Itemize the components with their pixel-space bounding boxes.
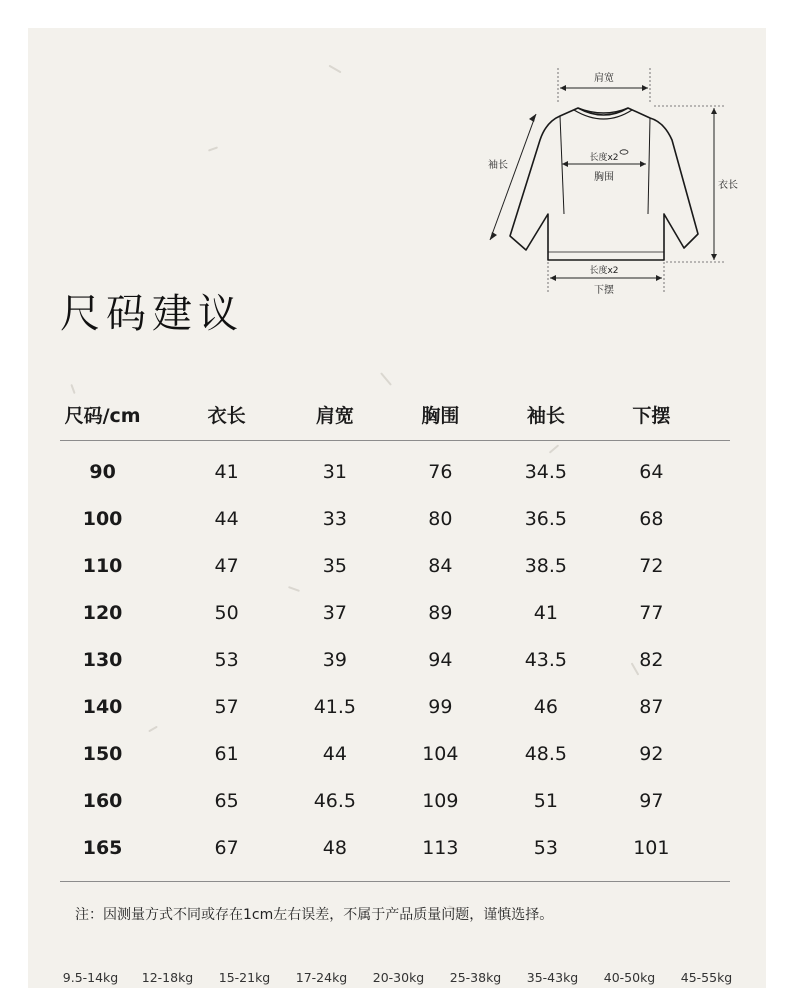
hem-multiplier-label: 长度x2 — [589, 266, 619, 276]
garment-measurement-diagram — [478, 64, 738, 304]
paper-fiber — [328, 65, 341, 74]
weight-range: 12-18kg — [141, 970, 194, 985]
cell-length: 41 — [214, 460, 239, 483]
cell-length: 65 — [214, 789, 239, 812]
cell-sleeve: 46 — [533, 695, 558, 718]
weight-range: 9.5-14kg — [62, 970, 119, 985]
cell-size: 150 — [82, 742, 123, 765]
cell-hem: 92 — [639, 742, 664, 765]
shoulder-label: 肩宽 — [594, 73, 614, 84]
paper-fiber — [380, 372, 392, 386]
table-row — [60, 448, 730, 495]
cell-shoulder: 33 — [322, 507, 347, 530]
cell-chest: 89 — [428, 601, 453, 624]
cell-size: 120 — [82, 601, 123, 624]
cell-chest: 80 — [428, 507, 453, 530]
weight-range: 25-38kg — [449, 970, 502, 985]
cell-hem: 72 — [639, 554, 664, 577]
paper-fiber — [208, 146, 218, 151]
cell-chest: 109 — [422, 789, 459, 812]
header-hem: 下摆 — [632, 404, 671, 427]
table-row — [60, 730, 730, 777]
cell-length: 53 — [214, 648, 239, 671]
cell-size: 110 — [82, 554, 123, 577]
cell-sleeve: 43.5 — [524, 648, 567, 671]
cell-size: 90 — [89, 460, 116, 483]
cell-sleeve: 53 — [533, 836, 558, 859]
cell-chest: 99 — [428, 695, 453, 718]
table-header-row — [60, 388, 730, 441]
cell-hem: 68 — [639, 507, 664, 530]
size-table — [60, 388, 730, 871]
page-title: 尺码建议 — [60, 291, 244, 337]
cell-size: 100 — [82, 507, 123, 530]
length-label: 衣长 — [718, 180, 738, 191]
table-row — [60, 636, 730, 683]
cell-shoulder: 37 — [322, 601, 347, 624]
cell-size: 140 — [82, 695, 123, 718]
weight-range: 35-43kg — [526, 970, 579, 985]
tshirt-illustration — [478, 64, 738, 304]
cell-hem: 101 — [633, 836, 670, 859]
cell-hem: 82 — [639, 648, 664, 671]
cell-shoulder: 39 — [322, 648, 347, 671]
cell-hem: 77 — [639, 601, 664, 624]
header-sleeve: 袖长 — [526, 404, 565, 427]
weight-range: 15-21kg — [218, 970, 271, 985]
cell-sleeve: 34.5 — [524, 460, 567, 483]
cell-shoulder: 31 — [322, 460, 347, 483]
table-row — [60, 589, 730, 636]
cell-sleeve: 36.5 — [524, 507, 567, 530]
cell-chest: 76 — [428, 460, 453, 483]
weight-range: 40-50kg — [603, 970, 656, 985]
cell-sleeve: 38.5 — [524, 554, 567, 577]
cell-shoulder: 41.5 — [313, 695, 356, 718]
cell-shoulder: 46.5 — [313, 789, 356, 812]
table-row — [60, 824, 730, 871]
cell-size: 165 — [82, 836, 123, 859]
cell-chest: 84 — [428, 554, 453, 577]
cell-length: 57 — [214, 695, 239, 718]
cell-sleeve: 48.5 — [524, 742, 567, 765]
cell-sleeve: 51 — [533, 789, 558, 812]
weight-range: 17-24kg — [295, 970, 348, 985]
table-row — [60, 495, 730, 542]
table-row — [60, 542, 730, 589]
table-row — [60, 777, 730, 824]
hem-label: 下摆 — [594, 285, 614, 296]
cell-hem: 97 — [639, 789, 664, 812]
chest-multiplier-label: 长度x2 — [589, 153, 619, 163]
cell-chest: 104 — [422, 742, 459, 765]
chest-label: 胸围 — [594, 172, 614, 183]
weight-range-row — [52, 970, 752, 985]
cell-length: 61 — [214, 742, 239, 765]
header-shoulder: 肩宽 — [315, 404, 354, 427]
cell-length: 44 — [214, 507, 239, 530]
table-row — [60, 683, 730, 730]
cell-length: 47 — [214, 554, 239, 577]
measurement-note: 注：因测量方式不同或存在1cm左右误差，不属于产品质量问题，谨慎选择。 — [75, 907, 554, 923]
cell-chest: 94 — [428, 648, 453, 671]
weight-range: 20-30kg — [372, 970, 425, 985]
cell-shoulder: 44 — [322, 742, 347, 765]
table-bottom-divider — [60, 881, 730, 882]
cell-chest: 113 — [422, 836, 459, 859]
cell-length: 67 — [214, 836, 239, 859]
header-chest: 胸围 — [421, 404, 460, 427]
cell-hem: 64 — [639, 460, 664, 483]
cell-hem: 87 — [639, 695, 664, 718]
table-body — [60, 448, 730, 871]
cell-size: 160 — [82, 789, 123, 812]
cell-size: 130 — [82, 648, 123, 671]
cell-shoulder: 48 — [322, 836, 347, 859]
cell-length: 50 — [214, 601, 239, 624]
cell-shoulder: 35 — [322, 554, 347, 577]
cell-sleeve: 41 — [533, 601, 558, 624]
weight-range: 45-55kg — [680, 970, 733, 985]
header-length: 衣长 — [207, 404, 246, 427]
header-size: 尺码/cm — [64, 404, 141, 427]
sleeve-label: 袖长 — [488, 160, 508, 171]
